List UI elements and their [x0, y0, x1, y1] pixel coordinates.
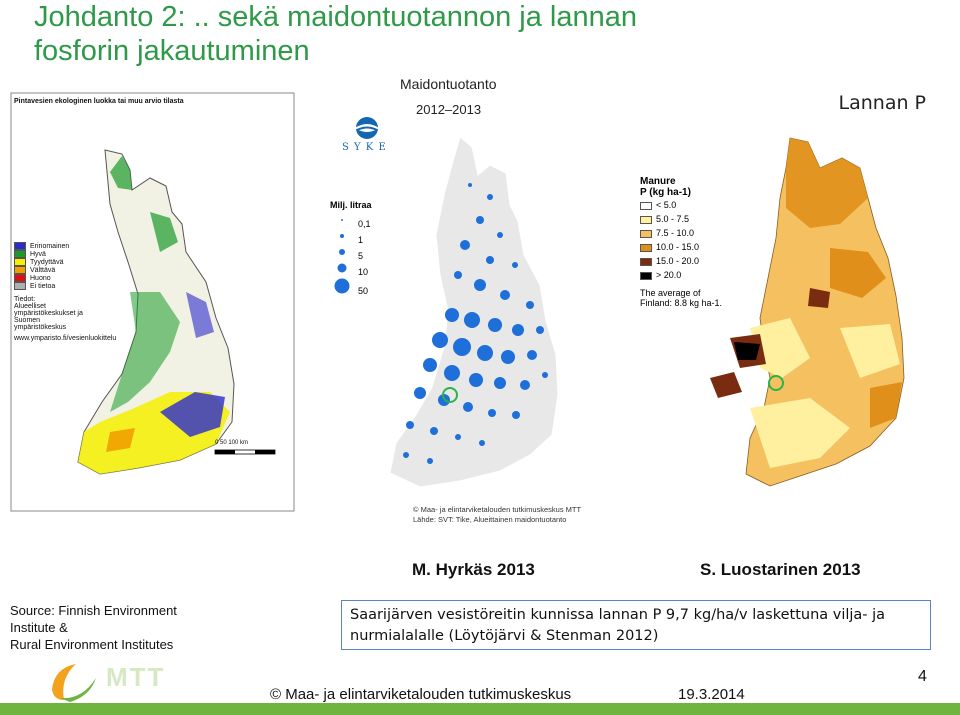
- manure-legend-title-2: P (kg ha-1): [640, 187, 691, 198]
- manure-average-1: The average of: [640, 288, 701, 298]
- legend-swatch: [14, 282, 26, 290]
- footer-bar: [0, 703, 960, 715]
- legend-item: [640, 212, 740, 226]
- author-right: S. Luostarinen 2013: [700, 560, 861, 579]
- finland-milk-map: [340, 125, 600, 505]
- footer-organization: © Maa- ja elintarviketalouden tutkimuskeskus: [270, 686, 572, 703]
- legend-item: [640, 268, 740, 282]
- map1-source-3: Suomen ympäristökeskus: [14, 317, 67, 331]
- legend-item: [640, 198, 740, 212]
- legend-swatch: [640, 244, 652, 252]
- map1-header: Pintavesien ekologinen luokka tai muu arvio tilasta: [14, 98, 184, 105]
- legend-swatch: [640, 272, 652, 280]
- footer-date: 19.3.2014: [678, 686, 745, 703]
- source-line: Rural Environment Institutes: [10, 637, 174, 652]
- legend-swatch: [640, 202, 652, 210]
- legend-item: [14, 282, 94, 290]
- milk-legend-value: 5: [358, 251, 364, 261]
- legend-item: [640, 226, 740, 240]
- page-number: 4: [918, 668, 927, 685]
- legend-label: > 20.0: [656, 270, 682, 280]
- legend-swatch: [14, 266, 26, 274]
- legend-item: [640, 240, 740, 254]
- milk-legend-value: 50: [358, 286, 369, 296]
- milk-legend-value: 0,1: [358, 219, 371, 229]
- legend-label: Erinomainen: [30, 242, 70, 250]
- legend-swatch: [640, 216, 652, 224]
- map1-source-1: Tiedot:: [14, 296, 36, 303]
- source-line: Source: Finnish Environment: [10, 603, 177, 618]
- syke-logo-text: S Y K E: [342, 142, 387, 153]
- manure-legend-title-1: Manure: [640, 176, 676, 187]
- map1-scale: 0 50 100 km: [215, 440, 249, 446]
- legend-item: [14, 250, 94, 258]
- legend-label: Hyvä: [30, 250, 46, 258]
- source-text: [10, 602, 177, 653]
- map1-legend: [14, 242, 117, 342]
- legend-label: Tyydyttävä: [30, 258, 64, 266]
- mtt-logo-text: MTT: [106, 662, 166, 692]
- legend-item: [14, 266, 94, 274]
- legend-swatch: [640, 258, 652, 266]
- map1-url: www.ymparisto.fi/vesienluokittelu: [14, 335, 117, 342]
- milk-map-credit-2: Lähde: SVT: Tike, Alueittainen maidontuotanto: [413, 515, 567, 524]
- milk-map-title: Maidontuotanto: [400, 76, 497, 92]
- slide-title: Johdanto 2: .. sekä maidontuotannon ja lannan fosforin jakautuminen: [34, 1, 638, 67]
- milk-map-period: 2012–2013: [416, 102, 482, 117]
- milk-legend-value: 10: [358, 267, 369, 277]
- legend-swatch: [640, 230, 652, 238]
- manure-average-2: Finland: 8.8 kg ha-1.: [640, 298, 723, 308]
- legend-swatch: [14, 274, 26, 282]
- legend-swatch: [14, 250, 26, 258]
- legend-label: Ei tietoa: [30, 282, 56, 290]
- map1-source-2: Alueelliset ympäristökeskukset ja: [14, 303, 83, 317]
- legend-swatch: [14, 258, 26, 266]
- legend-item: [14, 274, 94, 282]
- info-box: Saarijärven vesistöreitin kunnissa lannan P 9,7 kg/ha/v laskettuna vilja- ja nurmialalalle (Löytöjärvi & Stenman 2012): [341, 600, 931, 650]
- source-line: Institute &: [10, 620, 68, 635]
- mtt-logo-icon: [42, 660, 102, 704]
- legend-label: 15.0 - 20.0: [656, 256, 700, 266]
- manure-legend: [640, 176, 740, 308]
- legend-label: Välttävä: [30, 266, 56, 274]
- legend-item: [14, 242, 94, 250]
- legend-item: [640, 254, 740, 268]
- legend-label: 5.0 - 7.5: [656, 214, 690, 224]
- milk-map-credit-1: © Maa- ja elintarviketalouden tutkimuskeskus MTT: [413, 505, 582, 514]
- milk-legend-title: Milj. litraa: [330, 200, 372, 210]
- legend-label: < 5.0: [656, 200, 677, 210]
- manure-p-label: Lannan P: [838, 92, 926, 114]
- legend-label: 7.5 - 10.0: [656, 228, 695, 238]
- milk-legend-value: 1: [358, 235, 364, 245]
- water-status-map: [10, 92, 295, 512]
- author-left: M. Hyrkäs 2013: [412, 560, 535, 579]
- legend-label: Huono: [30, 274, 51, 282]
- legend-swatch: [14, 242, 26, 250]
- legend-label: 10.0 - 15.0: [656, 242, 700, 252]
- legend-item: [14, 258, 94, 266]
